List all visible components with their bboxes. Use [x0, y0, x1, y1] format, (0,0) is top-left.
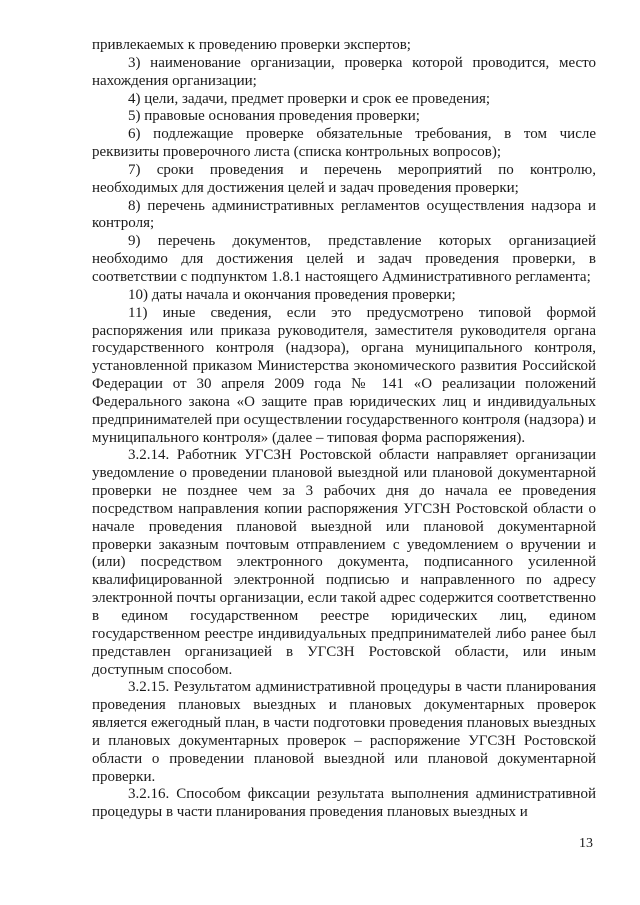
page-number: 13 — [579, 836, 593, 851]
paragraph-3-2-14: 3.2.14. Работник УГСЗН Ростовской области направляет организации уведомление о проведении плановой выездной или плановой документарной проверки не позднее чем за 3 рабочих дня до начала ее проведения посредством направления копии распоряжения УГСЗН Ростовской области о начале проведения плановой выездной или плановой документарной проверки заказным почтовым отправлением с уведомлением о вручении и (или) посредством электронного документа, подписанного усиленной квалифицированной электронной подписью и направленного по адресу электронной почты организации, если такой адрес содержится соответственно в едином государственном реестре юридических лиц, едином государственном реестре индивидуальных предпринимателей либо ранее был представлен организацией в УГСЗН Ростовской области, или иным доступным способом. — [92, 447, 596, 678]
paragraph-item-7: 7) сроки проведения и перечень мероприятий по контролю, необходимых для достижения целей и задач проведения проверки; — [92, 161, 596, 196]
paragraph-item-9: 9) перечень документов, представление которых организацией необходимо для достижения целей и задач проведения проверки, в соответствии с подпунктом 1.8.1 настоящего Административного регламента; — [92, 233, 596, 285]
document-body — [92, 37, 596, 822]
paragraph-item-3: 3) наименование организации, проверка которой проводится, место нахождения организации; — [92, 54, 596, 89]
paragraph-item-11: 11) иные сведения, если это предусмотрено типовой формой распоряжения или приказа руководителя, заместителя руководителя органа государственного контроля (надзора), органа муниципального контроля, установленной приказом Министерства экономического развития Российской Федерации от 30 апреля 2009 года № 141 «О реализации положений Федерального закона «О защите прав юридических лиц и индивидуальных предпринимателей при осуществлении государственного контроля (надзора) и муниципального контроля» (далее – типовая форма распоряжения). — [92, 304, 596, 446]
paragraph-item-6: 6) подлежащие проверке обязательные требования, в том числе реквизиты проверочного листа (списка контрольных вопросов); — [92, 126, 596, 161]
paragraph-experts-continuation: привлекаемых к проведению проверки экспертов; — [92, 37, 411, 53]
paragraph-3-2-16: 3.2.16. Способом фиксации результата выполнения административной процедуры в части планирования проведения плановых выездных и — [92, 786, 596, 821]
paragraph-3-2-15: 3.2.15. Результатом административной процедуры в части планирования проведения плановых выездных и плановых документарных проверок является ежегодный план, в части подготовки проведения плановых выездных и плановых документарных проверок – распоряжение УГСЗН Ростовской области о проведении плановой выездной или плановой документарной проверки. — [92, 679, 596, 785]
paragraph-item-10: 10) даты начала и окончания проведения проверки; — [128, 286, 456, 303]
paragraph-item-5: 5) правовые основания проведения проверки; — [128, 108, 420, 125]
paragraph-item-8: 8) перечень административных регламентов осуществления надзора и контроля; — [92, 197, 596, 232]
paragraph-item-4: 4) цели, задачи, предмет проверки и срок ее проведения; — [128, 90, 491, 107]
